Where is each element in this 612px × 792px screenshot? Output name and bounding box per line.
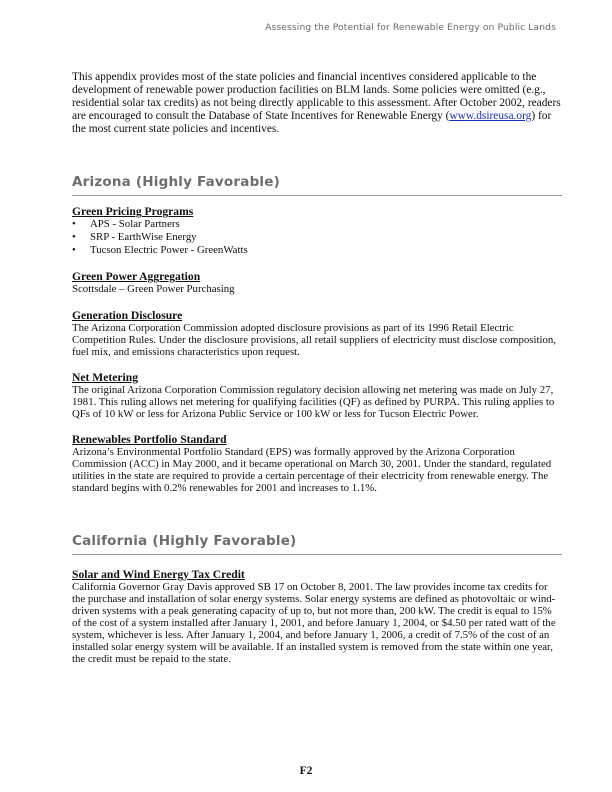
list-item (72, 231, 562, 244)
intro-text-after-link: ) for the most current state policies and incentives. (72, 110, 552, 136)
green-pricing-list (72, 218, 562, 257)
section-net-metering (72, 371, 562, 420)
state-heading-arizona: Arizona (Highly Favorable) (72, 174, 562, 196)
page-content (72, 71, 562, 665)
section-green-power-aggregation (72, 270, 562, 295)
section-title: Net Metering (72, 370, 138, 384)
section-body: The original Arizona Corporation Commission regulatory decision allowing net metering was made on July 27, 1981. This ruling allows net metering for qualifying facilities (QF) as defined by PURPA. This ruling applies to QFs of 10 kW or less for Arizona Public Service or 100 kW or less for Tucson Electric Power. (72, 383, 555, 421)
bullet-icon: • (72, 218, 76, 231)
list-item-text: Tucson Electric Power - GreenWatts (90, 244, 248, 257)
list-item (72, 218, 562, 231)
section-body: California Governor Gray Davis approved SB 17 on October 8, 2001. The law provides income tax credits for the purchase and installation of solar energy systems. Solar energy systems are defined as photovoltaic or wind-driven systems with a peak generating capacity of up to, but not more than, 200 kW. The credit is equal to 15% of the cost of a system installed after January 1, 2001, and before January 1, 2004, or $4.50 per rated watt of the system, whichever is less. After January 1, 2004, and before January 1, 2006, a credit of 7.5% of the cost of an installed solar energy system will be available. If an installed system is removed from the state within one year, the credit must be repaid to the state. (72, 580, 556, 666)
section-body: The Arizona Corporation Commission adopted disclosure provisions as part of its 1996 Retail Electric Competition Rules. Under the disclosure provisions, all retail suppliers of electricity must disclose composition, fuel mix, and emissions characteristics upon request. (72, 321, 556, 358)
section-title: Green Pricing Programs (72, 205, 194, 219)
bullet-icon: • (72, 244, 76, 257)
intro-paragraph (72, 71, 562, 136)
bullet-icon: • (72, 231, 76, 244)
section-body: Arizona’s Environmental Portfolio Standard (EPS) was formally approved by the Arizona Corporation Commission (ACC) in May 2000, and it became operational on March 30, 2001. Under the standard, regulated utilities in the state are required to provide a certain percentage of their electricity from renewable energy. The standard begins with 0.2% renewables for 2001 and increases to 1.1%. (72, 446, 552, 495)
state-heading-california: California (Highly Favorable) (72, 533, 562, 555)
dsire-link[interactable]: www.dsireusa.org (449, 110, 532, 123)
section-title: Generation Disclosure (72, 308, 183, 322)
section-body: Scottsdale – Green Power Purchasing (72, 283, 235, 296)
section-title: Green Power Aggregation (72, 270, 201, 284)
list-item-text: APS - Solar Partners (90, 218, 180, 231)
running-header: Assessing the Potential for Renewable Energy on Public Lands (265, 22, 556, 33)
page-number: F2 (299, 765, 313, 777)
section-green-pricing (72, 205, 562, 257)
section-generation-disclosure (72, 309, 562, 358)
list-item (72, 244, 562, 257)
section-renewables-portfolio-standard (72, 433, 562, 494)
section-title: Solar and Wind Energy Tax Credit (72, 567, 245, 581)
section-title: Renewables Portfolio Standard (72, 433, 227, 447)
section-solar-wind-tax-credit (72, 568, 562, 666)
intro-text-before-link: This appendix provides most of the state policies and financial incentives considered applicable to the development of renewable power production facilities on BLM lands. Some policies were omitted (e.g., residential solar tax credits) as not being directly applicable to this assessment. After October 2002, readers are encouraged to consult the Database of State Incentives for Renewable Energy ( (72, 71, 561, 123)
list-item-text: SRP - EarthWise Energy (90, 231, 197, 244)
